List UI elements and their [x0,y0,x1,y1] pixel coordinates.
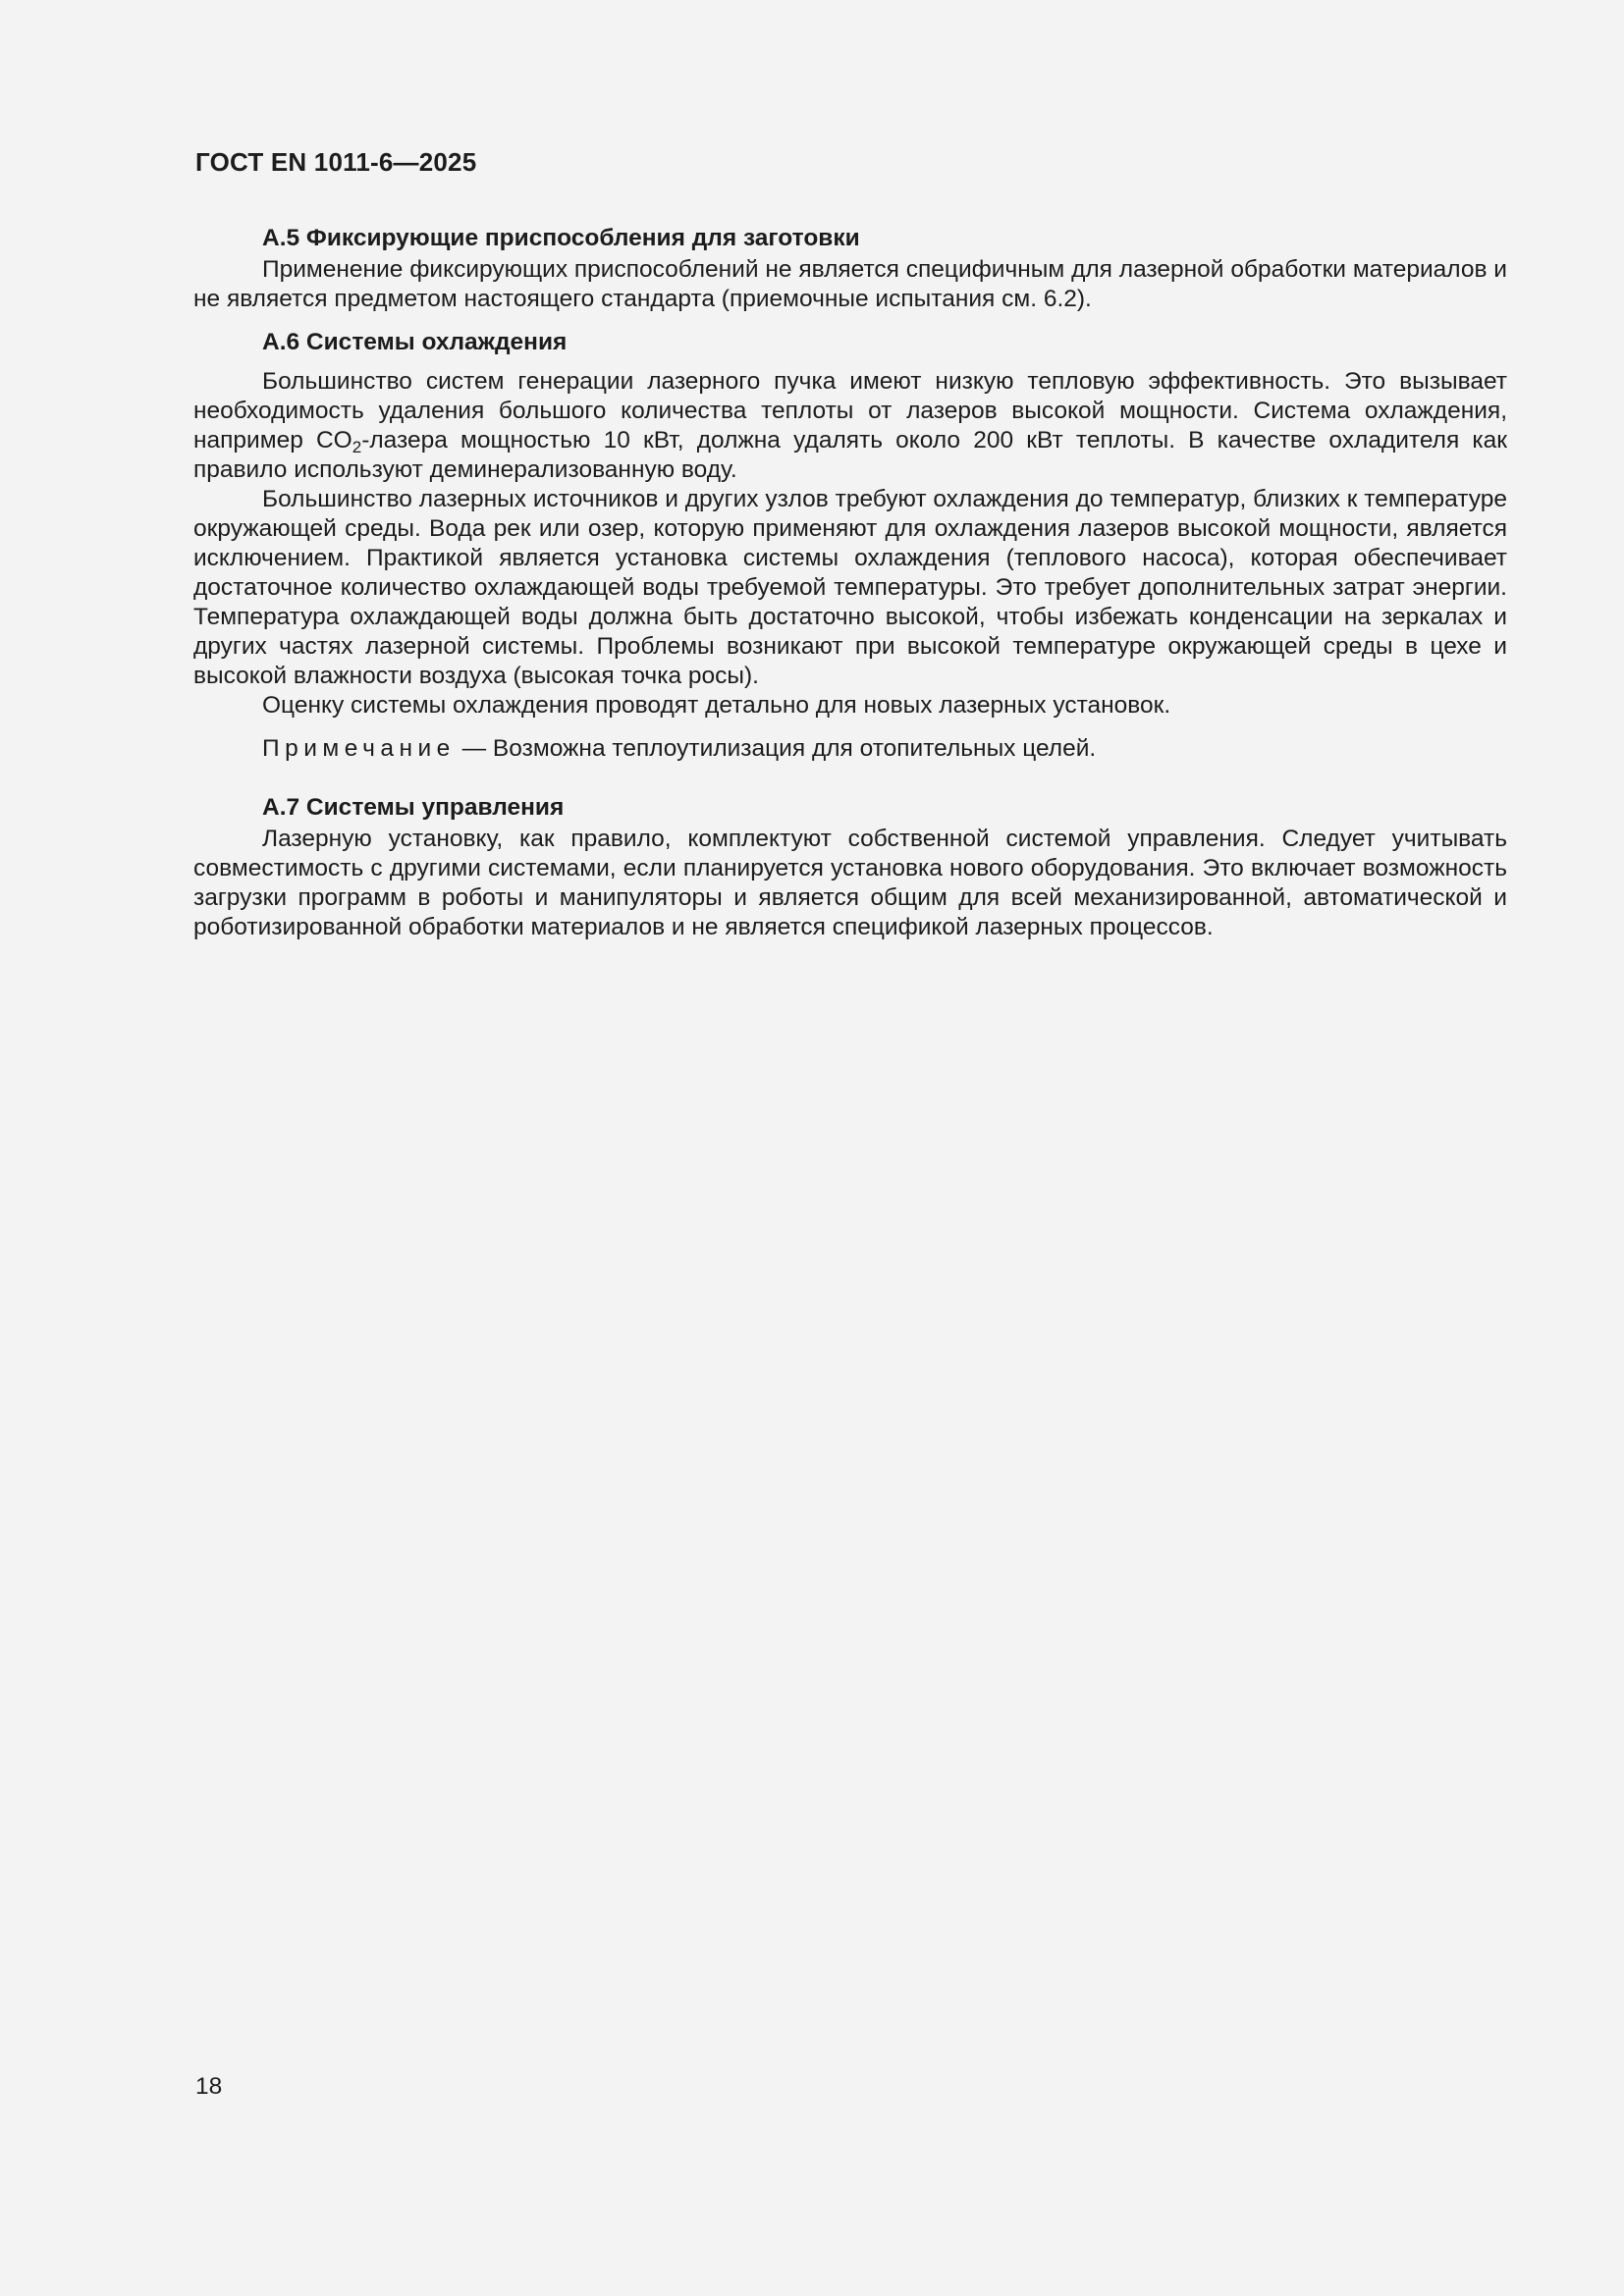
section-a5-title: А.5 Фиксирующие приспособления для заготовки [262,225,860,251]
document-id-header: ГОСТ EN 1011-6—2025 [195,147,477,177]
section-a6-paragraph-1-end: -лазера мощностью 10 кВт, должна удалять около 200 кВт теплоты. В качестве охладителя как правило используют деминерализованную воду. [193,427,1508,483]
section-a7 [193,793,1507,942]
section-a6-paragraph-3: Оценку системы охлаждения проводят детально для новых лазерных установок. [262,692,1171,719]
section-a7-paragraph-1: Лазерную установку, как правило, комплектуют собственной системой управления. Следует учитывать совместимость с другими системами, если планируется установка нового оборудования. Это включает возможность загрузки программ в роботы и манипуляторы и является общим для всей механизированной, автоматической и роботизированной обработки материалов и не является спецификой лазерных процессов. [193,826,1507,940]
section-a6-paragraph-1-start: Большинство систем генерации лазерного пучка имеют низкую тепловую эффективность. Это вызывает необходимость удаления большого количества теплоты от лазеров высокой мощности. Система охлаждения, например CO [193,368,1507,454]
section-a7-title: А.7 Системы управления [262,794,565,821]
section-a5 [193,224,1507,314]
section-a6-title: А.6 Системы охлаждения [262,329,568,355]
section-a6-paragraph-1 [193,367,1507,485]
co2-subscript: 2 [352,438,362,456]
section-a6-paragraph-2: Большинство лазерных источников и других узлов требуют охлаждения до температур, близких к температуре окружающей среды. Вода рек или озер, которую применяют для охлаждения лазеров высокой мощности, является исключением. Практикой является установка системы охлаждения (теплового насоса), которая обеспечивает достаточное количество охлаждающей воды требуемой температуры. Это требует дополнительных затрат энергии. Температура охлаждающей воды должна быть достаточно высокой, чтобы избежать конденсации на зеркалах и других частях лазерной системы. Проблемы возникают при высокой температуре окружающей среды в цехе и высокой влажности воздуха (высокая точка росы). [193,486,1507,689]
document-body [193,224,1507,942]
section-a5-paragraph-1: Применение фиксирующих приспособлений не является специфичным для лазерной обработки материалов и не является предметом настоящего стандарта (приемочные испытания см. 6.2). [193,256,1507,312]
section-a6 [193,328,1507,764]
page-number: 18 [195,2073,223,2100]
section-a6-note [193,734,1507,764]
note-label: Примечание [262,735,456,762]
note-text: — Возможна теплоутилизация для отопительных целей. [455,735,1097,762]
